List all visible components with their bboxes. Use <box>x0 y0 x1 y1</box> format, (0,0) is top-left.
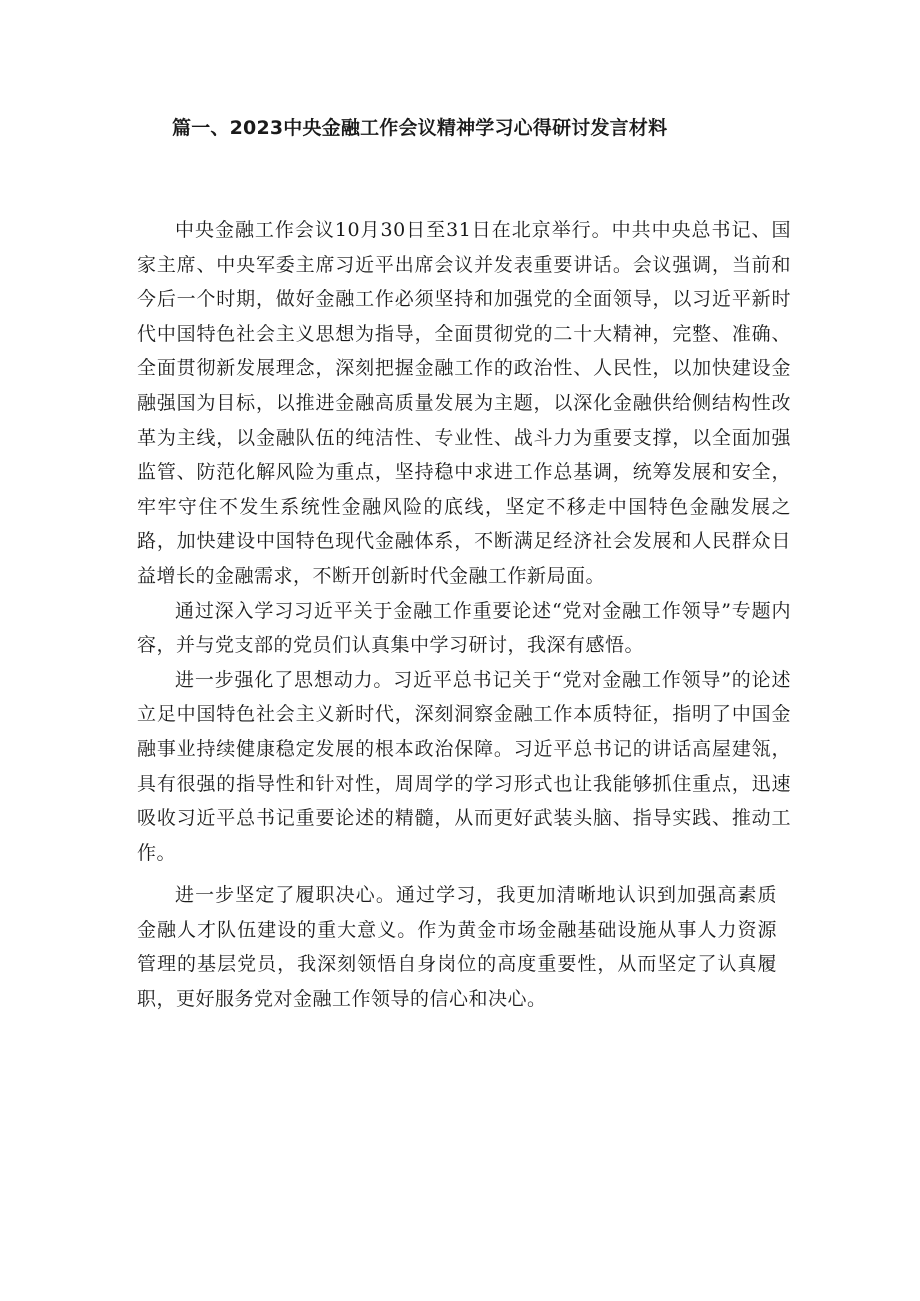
paragraph-meeting-summary: 中央金融工作会议10月30日至31日在北京举行。中共中央总书记、国家主席、中央军委主席习近平出席会议并发表重要讲话。会议强调，当前和今后一个时期，做好金融工作必须坚持和加强党的全面领导，以习近平新时代中国特色社会主义思想为指导，全面贯彻党的二十大精神，完整、准确、全面贯彻新发展理念，深刻把握金融工作的政治性、人民性，以加快建设金融强国为目标，以推进金融高质量发展为主题，以深化金融供给侧结构性改革为主线，以金融队伍的纯洁性、专业性、战斗力为重要支撑，以全面加强监管、防范化解风险为重点，坚持稳中求进工作总基调，统筹发展和安全，牢牢守住不发生系统性金融风险的底线，坚定不移走中国特色金融发展之路，加快建设中国特色现代金融体系，不断满足经济社会发展和人民群众日益增长的金融需求，不断开创新时代金融工作新局面。 <box>137 219 791 587</box>
document-title: 篇一、2023中央金融工作会议精神学习心得研讨发言材料 <box>172 117 668 139</box>
paragraph-duty-resolve: 进一步坚定了履职决心。通过学习，我更加清晰地认识到加强高素质金融人才队伍建设的重大意义。作为黄金市场金融基础设施从事人力资源管理的基层党员，我深刻领悟自身岗位的高度重要性，从而坚定了认真履职，更好服务党对金融工作领导的信心和决心。 <box>137 884 777 1011</box>
paragraph-study-intro: 通过深入学习习近平关于金融工作重要论述“党对金融工作领导”专题内容，并与党支部的党员们认真集中学习研讨，我深有感悟。 <box>137 599 791 657</box>
paragraph-ideological-motivation: 进一步强化了思想动力。习近平总书记关于“党对金融工作领导”的论述立足中国特色社会主义新时代，深刻洞察金融工作本质特征，指明了中国金融事业持续健康稳定发展的根本政治保障。习近平总书记的讲话高屋建瓴，具有很强的指导性和针对性，周周学的学习形式也让我能够抓住重点，迅速吸收习近平总书记重要论述的精髓，从而更好武装头脑、指导实践、推动工作。 <box>137 668 791 864</box>
document-body <box>137 213 791 1017</box>
